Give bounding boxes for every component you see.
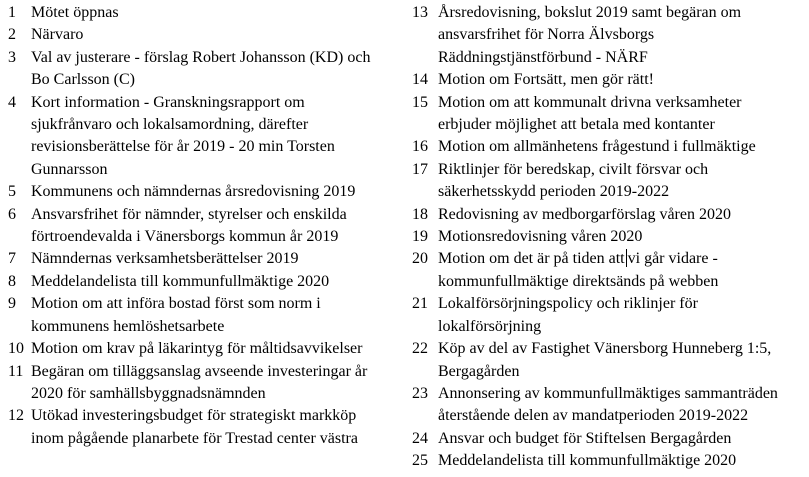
item-number: 24 bbox=[412, 429, 428, 447]
item-text[interactable]: Motion om det är på tiden att vi går vidare - kommunfullmäktige direktsänds på webben bbox=[438, 250, 719, 290]
agenda-item[interactable] bbox=[412, 136, 808, 158]
item-text[interactable]: Motion om allmänhetens frågestund i fullmäktige bbox=[438, 138, 756, 156]
item-number: 4 bbox=[8, 93, 16, 111]
text-cursor-caret bbox=[626, 249, 627, 267]
item-text[interactable]: Mötet öppnas bbox=[31, 4, 119, 21]
agenda-item[interactable] bbox=[412, 159, 808, 204]
agenda-item[interactable] bbox=[8, 24, 406, 46]
item-text[interactable]: Meddelandelista till kommunfullmäktige 2020 bbox=[438, 452, 737, 470]
item-text[interactable]: Motion om att kommunalt drivna verksamheter erbjuder möjlighet att betala med kontanter bbox=[438, 93, 742, 134]
item-text[interactable]: Utökad investeringsbudget för strategiskt markköp inom pågående planarbete för Trestad center västra bbox=[31, 407, 358, 447]
item-number: 10 bbox=[8, 340, 24, 358]
agenda-column-right bbox=[412, 2, 808, 473]
item-text[interactable]: Motionsredovisning våren 2020 bbox=[438, 228, 643, 246]
agenda-item[interactable] bbox=[412, 383, 808, 428]
item-text[interactable]: Lokalförsörjningspolicy och riklinjer för lokalförsörjning bbox=[438, 295, 698, 335]
agenda-item[interactable] bbox=[8, 271, 406, 293]
item-text[interactable]: Kort information - Granskningsrapport om sjukfrånvaro och lokalsamordning, därefter revisionsberättelse för år 2019 - 20 min Torsten Gunnarsson bbox=[31, 93, 335, 178]
item-text[interactable]: Val av justerare - förslag Robert Johansson (KD) och Bo Carlsson (C) bbox=[31, 48, 371, 89]
item-text[interactable]: Motion om Fortsätt, men gör rätt! bbox=[438, 71, 654, 89]
agenda-item[interactable] bbox=[8, 181, 406, 203]
item-number: 11 bbox=[8, 362, 24, 380]
agenda-item[interactable] bbox=[412, 204, 808, 226]
agenda-item[interactable] bbox=[412, 69, 808, 91]
item-number: 12 bbox=[8, 407, 24, 425]
item-text[interactable]: Meddelandelista till kommunfullmäktige 2020 bbox=[31, 272, 330, 290]
item-text[interactable]: Nämndernas verksamhetsberättelser 2019 bbox=[31, 250, 299, 268]
item-number: 17 bbox=[412, 160, 428, 178]
agenda-item[interactable] bbox=[8, 293, 406, 338]
item-number: 16 bbox=[412, 138, 428, 156]
agenda-item[interactable] bbox=[8, 248, 406, 270]
agenda-item[interactable] bbox=[412, 338, 808, 383]
item-number: 15 bbox=[412, 93, 428, 111]
item-text[interactable]: Motion om krav på läkarintyg för måltidsavvikelser bbox=[31, 340, 363, 358]
item-text[interactable]: Årsredovisning, bokslut 2019 samt begäran om ansvarsfrihet för Norra Älvsborgs Räddningstjänstförbund - NÄRF bbox=[438, 4, 742, 66]
agenda-item[interactable] bbox=[412, 248, 808, 293]
item-number: 13 bbox=[412, 4, 428, 21]
agenda-item[interactable] bbox=[412, 450, 808, 472]
item-text[interactable]: Begäran om tilläggsanslag avseende investeringar år 2020 för samhällsbyggnadsnämnden bbox=[31, 362, 368, 402]
item-number: 23 bbox=[412, 384, 428, 402]
agenda-item[interactable] bbox=[8, 92, 406, 182]
agenda-item[interactable] bbox=[8, 338, 406, 360]
item-number: 5 bbox=[8, 183, 16, 201]
agenda-item[interactable] bbox=[412, 92, 808, 137]
item-number: 7 bbox=[8, 250, 16, 268]
item-number: 2 bbox=[8, 26, 16, 44]
agenda-item[interactable] bbox=[8, 47, 406, 92]
item-text[interactable]: Redovisning av medborgarförslag våren 2020 bbox=[438, 205, 731, 223]
item-number: 9 bbox=[8, 295, 16, 313]
item-text[interactable]: Kommunens och nämndernas årsredovisning 2019 bbox=[31, 183, 356, 201]
item-number: 14 bbox=[412, 71, 428, 89]
item-number: 25 bbox=[412, 452, 428, 470]
agenda-item[interactable] bbox=[8, 204, 406, 249]
agenda-item[interactable] bbox=[412, 226, 808, 248]
agenda-item[interactable] bbox=[412, 293, 808, 338]
item-number: 21 bbox=[412, 295, 428, 313]
item-number: 1 bbox=[8, 4, 16, 21]
item-text[interactable]: Motion om att införa bostad först som norm i kommunens hemlöshetsarbete bbox=[31, 295, 321, 335]
item-number: 22 bbox=[412, 340, 428, 358]
item-number: 19 bbox=[412, 228, 428, 246]
item-number: 8 bbox=[8, 272, 16, 290]
item-text[interactable]: Köp av del av Fastighet Vänersborg Hunneberg 1:5, Bergagården bbox=[438, 340, 772, 380]
agenda-item[interactable] bbox=[8, 361, 406, 406]
item-number: 20 bbox=[412, 250, 428, 268]
item-text[interactable]: Ansvar och budget för Stiftelsen Bergagården bbox=[438, 429, 732, 447]
item-text[interactable]: Annonsering av kommunfullmäktiges sammanträden återstående delen av mandatperioden 2019-2022 bbox=[438, 384, 778, 425]
agenda-item[interactable] bbox=[8, 2, 406, 24]
item-number: 3 bbox=[8, 48, 16, 66]
agenda-column-left bbox=[8, 2, 406, 450]
agenda-item[interactable] bbox=[412, 2, 808, 69]
item-number: 18 bbox=[412, 205, 428, 223]
agenda-item[interactable] bbox=[412, 428, 808, 450]
item-text[interactable]: Närvaro bbox=[31, 26, 84, 44]
item-text[interactable]: Riktlinjer för beredskap, civilt försvar och säkerhetsskydd perioden 2019-2022 bbox=[438, 160, 709, 201]
item-number: 6 bbox=[8, 205, 16, 223]
agenda-item[interactable] bbox=[8, 405, 406, 450]
item-text[interactable]: Ansvarsfrihet för nämnder, styrelser och enskilda förtroendevalda i Vänersborgs kommun år 2019 bbox=[31, 205, 347, 246]
